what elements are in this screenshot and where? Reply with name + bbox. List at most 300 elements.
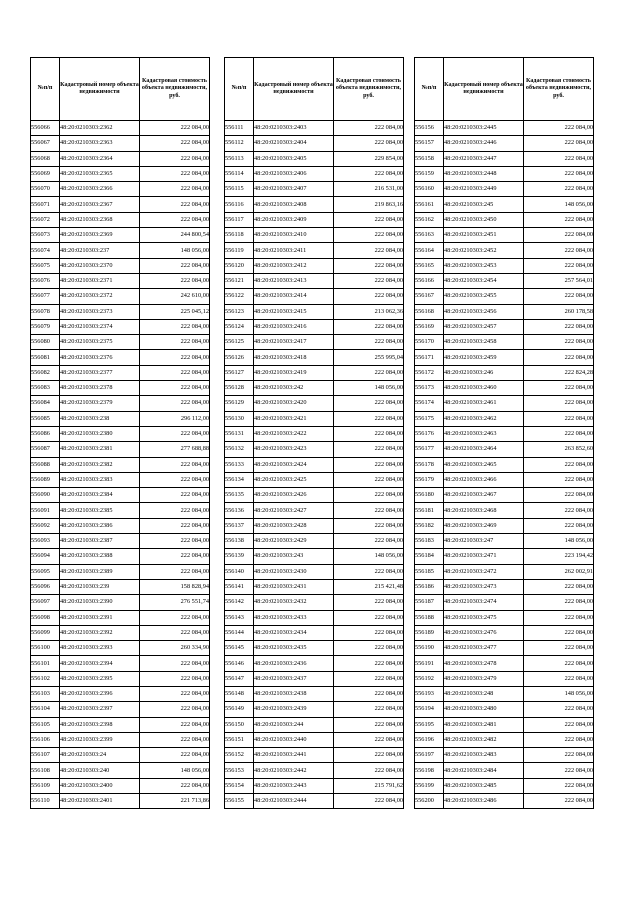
table-row [31,197,210,212]
cadastral-number: 48:20:0210303:2445 [444,121,524,136]
cadastral-number: 48:20:0210303:2477 [444,641,524,656]
row-number: 556093 [31,534,60,549]
row-number: 556080 [31,335,60,350]
row-number: 556156 [415,121,444,136]
cadastral-value: 222 824,28 [524,365,594,380]
table-row [31,534,210,549]
row-number: 556153 [225,763,254,778]
cadastral-value: 222 084,00 [334,671,404,686]
table-row [415,686,594,701]
cadastral-value: 222 084,00 [524,748,594,763]
cadastral-number: 48:20:0210303:2442 [254,763,334,778]
row-number: 556097 [31,595,60,610]
cadastral-value: 222 084,00 [524,243,594,258]
cadastral-value: 222 084,00 [334,442,404,457]
cadastral-value: 222 084,00 [140,488,210,503]
row-number: 556128 [225,381,254,396]
cadastral-value: 222 084,00 [524,457,594,472]
table-row [31,610,210,625]
cadastral-number: 48:20:0210303:2385 [60,503,140,518]
cadastral-number: 48:20:0210303:2386 [60,518,140,533]
row-number: 556127 [225,365,254,380]
cadastral-number: 48:20:0210303:2399 [60,732,140,747]
table-row [415,702,594,717]
row-number: 556067 [31,136,60,151]
cadastral-number: 48:20:0210303:2483 [444,748,524,763]
table-row [415,228,594,243]
cadastral-number: 48:20:0210303:244 [254,717,334,732]
row-number: 556163 [415,228,444,243]
cadastral-value: 222 084,00 [140,396,210,411]
cadastral-number: 48:20:0210303:2397 [60,702,140,717]
table-row [31,151,210,166]
table-row [31,656,210,671]
table-row [31,289,210,304]
cadastral-number: 48:20:0210303:2420 [254,396,334,411]
cadastral-value: 223 194,42 [524,549,594,564]
row-number: 556101 [31,656,60,671]
row-number: 556134 [225,472,254,487]
cadastral-value: 222 084,00 [334,595,404,610]
cadastral-number: 48:20:0210303:238 [60,411,140,426]
table-row [31,579,210,594]
table-row [415,579,594,594]
cadastral-number: 48:20:0210303:2368 [60,212,140,227]
row-number: 556195 [415,717,444,732]
table-row [415,748,594,763]
cadastral-number: 48:20:0210303:2395 [60,671,140,686]
row-number: 556111 [225,121,254,136]
row-number: 556105 [31,717,60,732]
cadastral-number: 48:20:0210303:2433 [254,610,334,625]
cadastral-number: 48:20:0210303:2382 [60,457,140,472]
cadastral-value: 222 084,00 [334,426,404,441]
header-number: №п/п [31,58,60,121]
cadastral-value: 222 084,00 [334,702,404,717]
row-number: 556125 [225,335,254,350]
table-row [415,182,594,197]
cadastral-value: 222 084,00 [140,748,210,763]
cadastral-value: 222 084,00 [140,365,210,380]
table-row [415,778,594,793]
cadastral-value: 158 828,94 [140,579,210,594]
cadastral-number: 48:20:0210303:2425 [254,472,334,487]
cadastral-value: 222 084,00 [334,503,404,518]
table-row [225,381,404,396]
cadastral-number: 48:20:0210303:2383 [60,472,140,487]
cadastral-value: 260 178,58 [524,304,594,319]
cadastral-number: 48:20:0210303:2462 [444,411,524,426]
cadastral-number: 48:20:0210303:2450 [444,212,524,227]
cadastral-value: 222 084,00 [140,686,210,701]
cadastral-table-3 [414,57,594,809]
cadastral-value: 215 791,62 [334,778,404,793]
cadastral-number: 48:20:0210303:2447 [444,151,524,166]
row-number: 556181 [415,503,444,518]
table-row [31,212,210,227]
cadastral-value: 216 531,00 [334,182,404,197]
cadastral-value: 148 056,00 [140,243,210,258]
table-row [225,488,404,503]
table-row [415,794,594,809]
row-number: 556087 [31,442,60,457]
table-row [31,748,210,763]
cadastral-value: 222 084,00 [140,778,210,793]
row-number: 556103 [31,686,60,701]
row-number: 556106 [31,732,60,747]
table-row [31,319,210,334]
cadastral-value: 222 084,00 [334,166,404,181]
header-cadastral-number: Кадастровый номер объекта недвижимости [444,58,524,121]
cadastral-value: 222 084,00 [524,625,594,640]
row-number: 556185 [415,564,444,579]
cadastral-value: 222 084,00 [524,228,594,243]
table-body [225,121,404,809]
cadastral-value: 222 084,00 [334,273,404,288]
cadastral-number: 48:20:0210303:2439 [254,702,334,717]
cadastral-number: 48:20:0210303:2415 [254,304,334,319]
cadastral-number: 48:20:0210303:2404 [254,136,334,151]
table-row [31,595,210,610]
row-number: 556140 [225,564,254,579]
row-number: 556180 [415,488,444,503]
cadastral-value: 222 084,00 [140,503,210,518]
table-row [415,396,594,411]
cadastral-value: 222 084,00 [524,702,594,717]
row-number: 556170 [415,335,444,350]
table-row [31,472,210,487]
cadastral-number: 48:20:0210303:2371 [60,273,140,288]
cadastral-value: 222 084,00 [140,335,210,350]
row-number: 556086 [31,426,60,441]
cadastral-value: 222 084,00 [140,625,210,640]
table-row [225,243,404,258]
cadastral-value: 222 084,00 [524,656,594,671]
row-number: 556124 [225,319,254,334]
row-number: 556155 [225,794,254,809]
table-row [31,166,210,181]
table-row [225,610,404,625]
cadastral-value: 222 084,00 [334,121,404,136]
cadastral-number: 48:20:0210303:2424 [254,457,334,472]
cadastral-number: 48:20:0210303:2481 [444,717,524,732]
table-row [225,564,404,579]
cadastral-number: 48:20:0210303:2363 [60,136,140,151]
row-number: 556165 [415,258,444,273]
cadastral-number: 48:20:0210303:2372 [60,289,140,304]
cadastral-value: 296 112,00 [140,411,210,426]
table-row [415,610,594,625]
row-number: 556139 [225,549,254,564]
row-number: 556126 [225,350,254,365]
cadastral-value: 222 084,00 [524,472,594,487]
table-row [415,671,594,686]
cadastral-number: 48:20:0210303:2484 [444,763,524,778]
table-row [31,488,210,503]
cadastral-number: 48:20:0210303:2436 [254,656,334,671]
row-number: 556184 [415,549,444,564]
cadastral-value: 222 084,00 [334,457,404,472]
cadastral-number: 48:20:0210303:2461 [444,396,524,411]
table-row [225,166,404,181]
table-row [225,595,404,610]
table-row [225,365,404,380]
cadastral-value: 222 084,00 [140,656,210,671]
row-number: 556144 [225,625,254,640]
cadastral-value: 222 084,00 [140,381,210,396]
table-row [415,151,594,166]
table-row [31,258,210,273]
cadastral-number: 48:20:0210303:2366 [60,182,140,197]
table-row [225,549,404,564]
row-number: 556114 [225,166,254,181]
cadastral-number: 48:20:0210303:2374 [60,319,140,334]
cadastral-value: 222 084,00 [334,411,404,426]
cadastral-number: 48:20:0210303:2405 [254,151,334,166]
cadastral-number: 48:20:0210303:2392 [60,625,140,640]
table-row [415,365,594,380]
cadastral-number: 48:20:0210303:2375 [60,335,140,350]
cadastral-number: 48:20:0210303:242 [254,381,334,396]
cadastral-number: 48:20:0210303:2369 [60,228,140,243]
cadastral-value: 148 056,00 [524,197,594,212]
table-row [225,518,404,533]
cadastral-number: 48:20:0210303:2437 [254,671,334,686]
cadastral-value: 222 084,00 [140,182,210,197]
cadastral-value: 222 084,00 [140,518,210,533]
cadastral-number: 48:20:0210303:2370 [60,258,140,273]
row-number: 556096 [31,579,60,594]
cadastral-value: 148 056,00 [524,686,594,701]
table-row [31,717,210,732]
cadastral-number: 48:20:0210303:237 [60,243,140,258]
cadastral-number: 48:20:0210303:24 [60,748,140,763]
table-row [415,656,594,671]
cadastral-value: 222 084,00 [334,794,404,809]
cadastral-number: 48:20:0210303:2472 [444,564,524,579]
cadastral-number: 48:20:0210303:2416 [254,319,334,334]
row-number: 556109 [31,778,60,793]
table-row [225,426,404,441]
row-number: 556068 [31,151,60,166]
table-row [225,472,404,487]
header-number: №п/п [225,58,254,121]
cadastral-table-2 [224,57,404,809]
cadastral-value: 222 084,00 [334,641,404,656]
table-row [415,166,594,181]
cadastral-value: 222 084,00 [524,732,594,747]
table-row [415,595,594,610]
cadastral-number: 48:20:0210303:243 [254,549,334,564]
row-number: 556196 [415,732,444,747]
cadastral-value: 222 084,00 [524,396,594,411]
cadastral-value: 222 084,00 [524,258,594,273]
cadastral-value: 219 863,16 [334,197,404,212]
cadastral-number: 48:20:0210303:2422 [254,426,334,441]
cadastral-number: 48:20:0210303:2456 [444,304,524,319]
table-row [225,686,404,701]
cadastral-number: 48:20:0210303:2443 [254,778,334,793]
cadastral-value: 222 084,00 [524,381,594,396]
row-number: 556082 [31,365,60,380]
cadastral-number: 48:20:0210303:2486 [444,794,524,809]
cadastral-number: 48:20:0210303:2476 [444,625,524,640]
cadastral-number: 48:20:0210303:2393 [60,641,140,656]
cadastral-number: 48:20:0210303:2479 [444,671,524,686]
cadastral-number: 48:20:0210303:239 [60,579,140,594]
cadastral-table-1 [30,57,210,809]
table-row [31,763,210,778]
cadastral-value: 222 084,00 [140,610,210,625]
cadastral-value: 222 084,00 [524,610,594,625]
cadastral-value: 222 084,00 [524,763,594,778]
cadastral-number: 48:20:0210303:2432 [254,595,334,610]
cadastral-number: 48:20:0210303:2362 [60,121,140,136]
row-number: 556152 [225,748,254,763]
table-row [225,411,404,426]
table-row [31,549,210,564]
cadastral-number: 48:20:0210303:2449 [444,182,524,197]
cadastral-number: 48:20:0210303:2471 [444,549,524,564]
table-row [225,212,404,227]
row-number: 556167 [415,289,444,304]
cadastral-number: 48:20:0210303:2455 [444,289,524,304]
row-number: 556178 [415,457,444,472]
row-number: 556099 [31,625,60,640]
table-row [31,182,210,197]
table-row [225,350,404,365]
cadastral-number: 48:20:0210303:2438 [254,686,334,701]
row-number: 556168 [415,304,444,319]
cadastral-value: 221 713,86 [140,794,210,809]
row-number: 556129 [225,396,254,411]
row-number: 556148 [225,686,254,701]
cadastral-number: 48:20:0210303:2467 [444,488,524,503]
cadastral-number: 48:20:0210303:2430 [254,564,334,579]
row-number: 556179 [415,472,444,487]
table-row [225,304,404,319]
table-row [225,151,404,166]
cadastral-value: 222 084,00 [334,212,404,227]
cadastral-value: 222 084,00 [524,350,594,365]
table-row [31,243,210,258]
cadastral-value: 222 084,00 [140,564,210,579]
table-row [31,671,210,686]
cadastral-value: 262 002,91 [524,564,594,579]
row-number: 556120 [225,258,254,273]
row-number: 556123 [225,304,254,319]
cadastral-value: 222 084,00 [140,212,210,227]
table-row [225,748,404,763]
header-number: №п/п [415,58,444,121]
cadastral-number: 48:20:0210303:2379 [60,396,140,411]
cadastral-value: 222 084,00 [334,686,404,701]
cadastral-number: 48:20:0210303:2426 [254,488,334,503]
cadastral-number: 48:20:0210303:2451 [444,228,524,243]
table-row [31,778,210,793]
cadastral-number: 48:20:0210303:2454 [444,273,524,288]
row-number: 556197 [415,748,444,763]
cadastral-number: 48:20:0210303:2460 [444,381,524,396]
table-row [31,273,210,288]
table-row [31,442,210,457]
cadastral-number: 48:20:0210303:2365 [60,166,140,181]
cadastral-number: 48:20:0210303:2428 [254,518,334,533]
row-number: 556110 [31,794,60,809]
row-number: 556136 [225,503,254,518]
table-row [225,121,404,136]
row-number: 556072 [31,212,60,227]
cadastral-number: 48:20:0210303:2482 [444,732,524,747]
cadastral-value: 222 084,00 [524,212,594,227]
table-row [31,121,210,136]
table-row [415,426,594,441]
row-number: 556132 [225,442,254,457]
table-row [415,457,594,472]
row-number: 556118 [225,228,254,243]
cadastral-value: 222 084,00 [524,151,594,166]
cadastral-number: 48:20:0210303:248 [444,686,524,701]
row-number: 556071 [31,197,60,212]
cadastral-value: 222 084,00 [334,564,404,579]
cadastral-value: 222 084,00 [334,335,404,350]
row-number: 556164 [415,243,444,258]
table-row [31,702,210,717]
table-row [225,763,404,778]
table-row [225,656,404,671]
cadastral-number: 48:20:0210303:2453 [444,258,524,273]
table-row [225,197,404,212]
cadastral-value: 222 084,00 [334,228,404,243]
table-row [225,641,404,656]
cadastral-value: 222 084,00 [140,151,210,166]
cadastral-number: 48:20:0210303:2391 [60,610,140,625]
table-row [31,136,210,151]
cadastral-number: 48:20:0210303:2377 [60,365,140,380]
cadastral-value: 222 084,00 [140,732,210,747]
cadastral-number: 48:20:0210303:2387 [60,534,140,549]
cadastral-value: 222 084,00 [334,732,404,747]
table-row [415,243,594,258]
table-row [415,518,594,533]
table-row [415,319,594,334]
row-number: 556166 [415,273,444,288]
row-number: 556089 [31,472,60,487]
table-row [415,717,594,732]
cadastral-value: 222 084,00 [524,503,594,518]
cadastral-number: 48:20:0210303:2376 [60,350,140,365]
table-row [415,625,594,640]
cadastral-number: 48:20:0210303:2464 [444,442,524,457]
row-number: 556117 [225,212,254,227]
table-row [225,396,404,411]
table-row [225,503,404,518]
cadastral-number: 48:20:0210303:240 [60,763,140,778]
table-row [225,228,404,243]
table-header-row [225,58,404,121]
cadastral-value: 222 084,00 [334,258,404,273]
cadastral-number: 48:20:0210303:2429 [254,534,334,549]
table-header-row [31,58,210,121]
cadastral-number: 48:20:0210303:2418 [254,350,334,365]
cadastral-number: 48:20:0210303:2435 [254,641,334,656]
row-number: 556188 [415,610,444,625]
table-row [225,671,404,686]
table-row [225,335,404,350]
row-number: 556159 [415,166,444,181]
table-row [31,457,210,472]
cadastral-value: 257 564,01 [524,273,594,288]
